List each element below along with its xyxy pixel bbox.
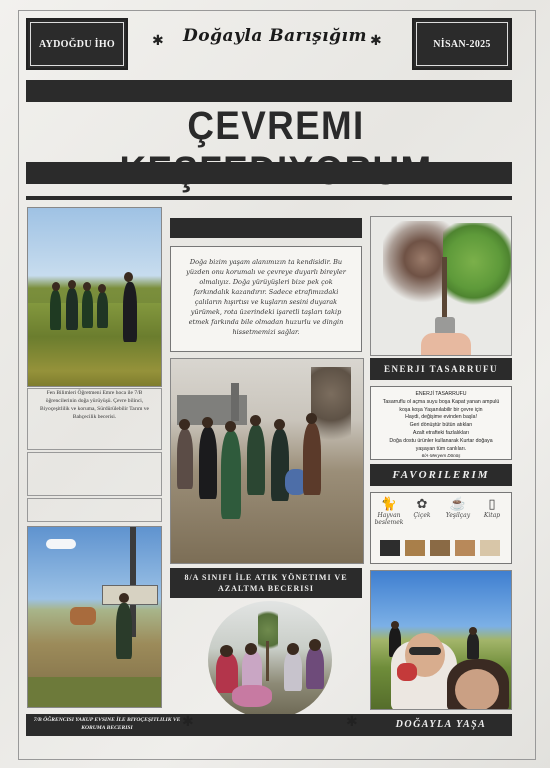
biodiversity-photo [27,526,162,708]
divider-rule [26,196,512,200]
energy-tips-box [370,386,512,460]
biodiversity-caption: 7/B ÖĞRENCISI YAKUP EVSINE İLE BIYOÇEŞITLILIK VE KORUMA BECERISI [33,717,181,731]
energy-tip-line: Haydi, değişime evinden başla! [405,414,477,421]
newspaper-title: Doğayla Barışığım [183,26,367,46]
color-swatch [430,540,450,556]
students-selfie-photo [370,570,512,710]
favorite-label: Hayvan beslemek [374,512,404,526]
energy-tip-line: koşa koşa Yaşanılabilir bir çevre için [399,406,483,413]
energy-tip-line: Tasarruflu ol açma suyu boşa Kapat yanan ampulü [382,398,500,405]
waste-caption: 8/A SINIFI İLE ATIK YÖNETIMI VE AZALTMA BECERISI [184,573,348,593]
page-headline: ÇEVREMI [187,104,365,148]
tree-planting-photo [208,601,332,719]
flower-icon: ✿ [416,497,428,512]
intro-header-bar [170,218,362,238]
favorite-label: Yeşilçay [445,512,471,519]
masthead-rule [26,80,512,102]
energy-tip-line: Azalt etrafteki fazlalıkları [412,429,470,436]
book-icon: ▯ [488,497,496,512]
field-trip-photo [27,207,162,387]
energy-signature: 6/A-Meryem Dönüş [421,453,461,459]
school-name: AYDOĞDU İHO [39,38,115,50]
star-icon: ✱ [182,714,194,730]
empty-box [27,452,162,496]
empty-box [27,498,162,522]
energy-tip-line: yaşayan tüm canlıları. [415,445,467,452]
issue-date-box [412,18,512,70]
favorite-item [440,498,476,519]
favorites-label-bar [370,464,512,486]
color-swatch [480,540,500,556]
favorite-item [408,498,436,519]
star-icon: ✱ [370,33,382,49]
field-trip-caption: Fen Bilimleri Öğretmeni Emre hoca ile 7/B öğrencilerinin doğa yürüyüşü. Çevre bilinci, Biyoçeşitlilik ve koruma, Sürdürülebilir Tarım ve Bahçecilik becerisi. [40,390,149,420]
favorite-label: Kitap [483,512,501,519]
waste-caption-bar [170,568,362,598]
tea-icon: ☕ [449,497,467,512]
energy-label-bar [370,358,512,380]
school-name-box [26,18,128,70]
favorite-label: Çiçek [413,512,431,519]
intro-text: Doğa bizim yaşam alanımızın ta kendisidir. Bu yüzden onu korumalı ve çevreye duyarlı bireyler olmalıyız. Doğa yürüyüşleri bize pek çok farkındalık kazandırır. Sadece etrafımızdaki çalıların hışırtısı ve kuşların sesini duyarak yürümek, rota üzerindeki işaretli taşları takip etmek farkında bile olmadan huzurlu ve dingin hissetmemizi sağlar. [186,258,346,337]
waste-collection-photo [170,358,364,564]
color-swatch [405,540,425,556]
star-icon: ✱ [152,33,164,49]
intro-text-box [170,246,362,352]
favorite-item [478,498,506,519]
issue-date: NİSAN-2025 [433,38,491,50]
energy-tip-line: Doğa dostu ürünler kullanarak Kurtar doğaya [389,437,493,444]
star-icon: ✱ [346,714,358,730]
live-with-nature-caption: DOĞAYLA YAŞA [395,719,487,730]
energy-saving-photo [370,216,512,356]
favorite-item [372,498,406,526]
headline-rule [26,162,512,184]
energy-label: ENERJI TASARRUFU [384,364,498,374]
cat-icon: 🐈 [380,497,398,512]
energy-tip-line: Geri dönüştür bütün atıkları [409,422,473,429]
color-swatch [380,540,400,556]
color-swatch [455,540,475,556]
favorites-label: FAVORILERIM [392,469,490,481]
energy-tip-line: ENERJİ TASARRUFU [415,391,467,397]
